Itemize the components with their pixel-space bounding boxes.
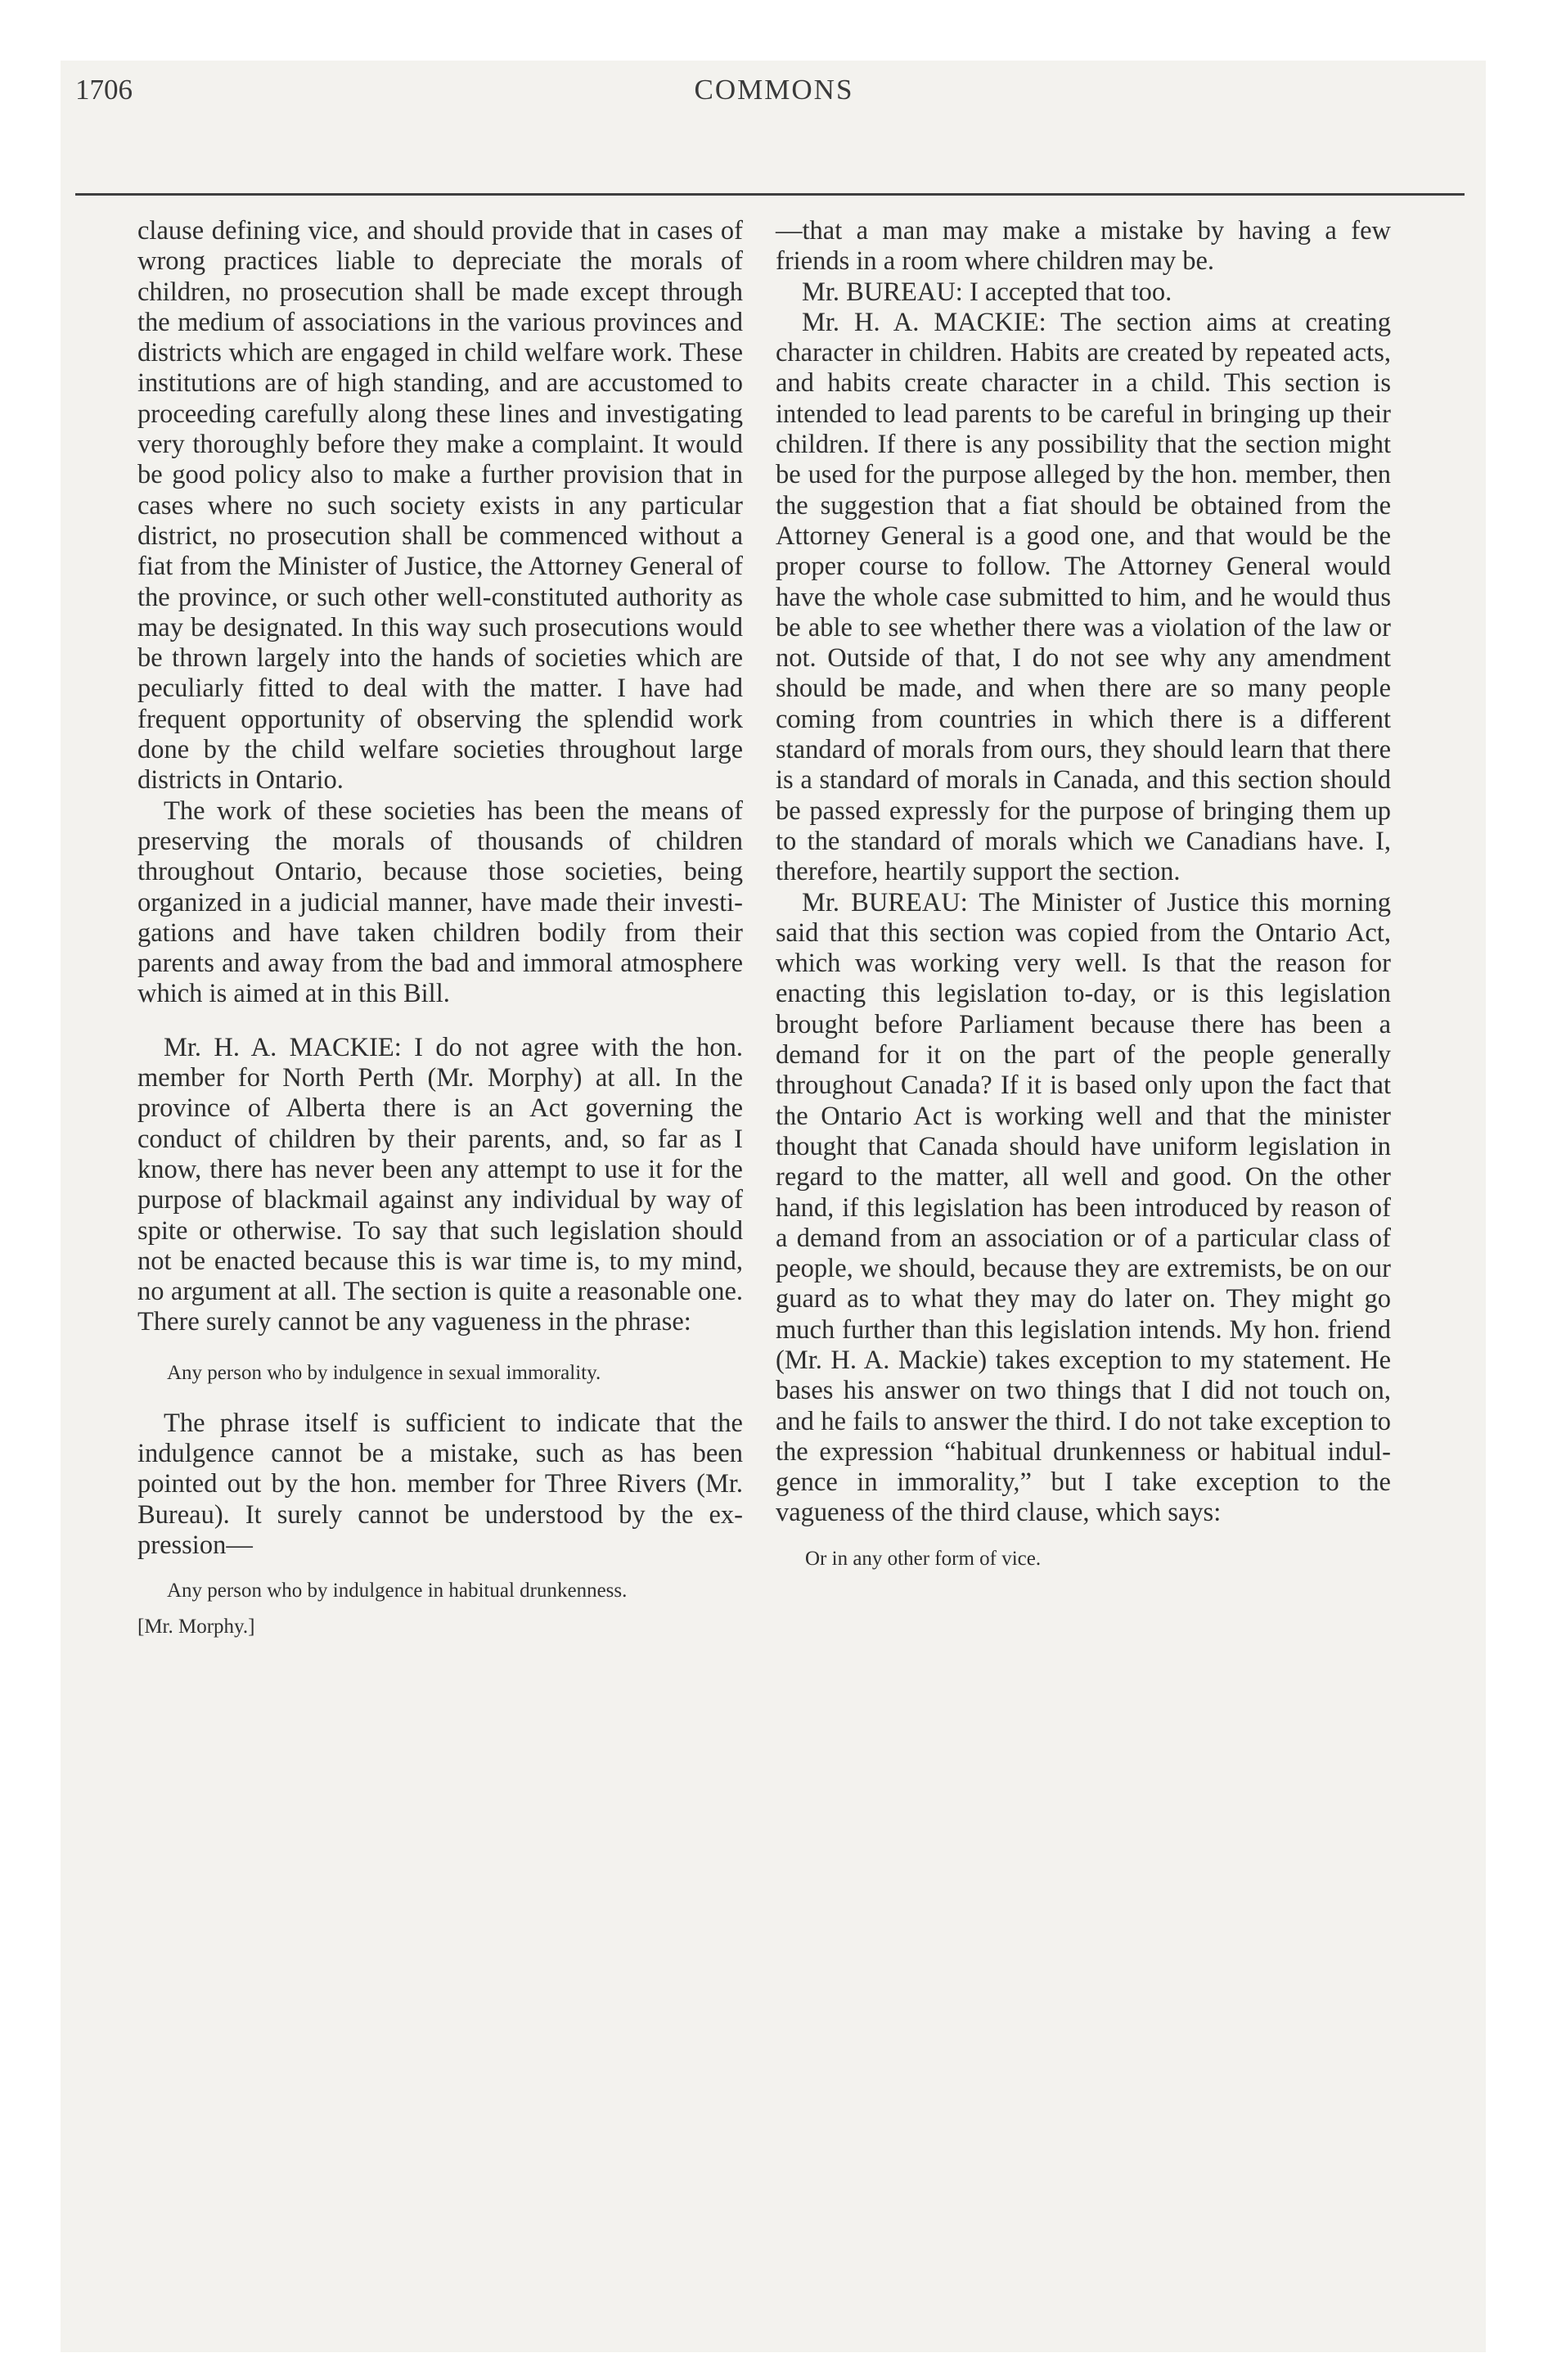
block-quote: Or in any other form of vice. [805,1547,1042,1570]
left-column [137,216,743,1639]
speech-paragraph: Mr. H. A. MACKIE: I do not agree with the hon. member for North Perth (Mr. Morphy) at all. In the province of Alberta there is an Act governing the conduct of children by their parents, and, so far as I know, there has never been any attempt to use it for the purpose of blackmail against any individual by way of spite or otherwise. To say that such legislation should not be enacted because this is war time is, to my mind, no argument at all. The section is quite a reasonable one. There surely cannot be any vagueness in the phrase: [137,1032,743,1337]
speech-paragraph: Mr. BUREAU: The Minister of Justice this morning said that this section was copied from the Ontario Act, which was working very well. Is that the reason for enacting this legislation to-day, or is this legislation brought before Parliament because there has been a demand for it on the part of the people generally throughout Canada? If it is based only upon the fact that the Ontario Act is working well and that the minister thought that Canada should have uniform legislation in regard to the matter, all well and good. On the other hand, if this legislation has been introduced by reason of a demand from an association or of a particular class of people, we should, because they are extremists, be on our guard as to what they may do later on. They might go much further than this legislation intends. My hon. friend (Mr. H. A. Mackie) takes exception to my statement. He bases his answer on two things that I did not touch on, and he fails to answer the third. I do not take exception to the expression “habitual drunkenness or habitual indulgence in immorality,” but I take exception to the vagueness of the third clause, which says: [776,887,1391,1528]
page-header-title: COMMONS [694,74,854,106]
block-quote: Any person who by indulgence in habitual drunkenness. [167,1580,628,1602]
right-column [776,216,1391,1571]
speaker-attribution: [Mr. Morphy.] [137,1616,255,1639]
speech-paragraph: Mr. H. A. MACKIE: The section aims at creating character in children. Habits are created by repeated acts, and habits create character in a child. This section is intended to lead parents to be careful in bringing up their children. If there is any possibility that the section might be used for the purpose alleged by the hon. member, then the suggestion that a fiat should be obtained from the Attorney General is a good one, and that would be the proper course to follow. The Attorney General would have the whole case submitted to him, and he would thus be able to see whether there was a violation of the law or not. Outside of that, I do not see why any amendment should be made, and when there are so many people coming from countries in which there is a different standard of morals from ours, they should learn that there is a standard of morals in Canada, and this section should be passed expressly for the purpose of bringing them up to the standard of morals which we Canadians have. I, therefore, heartily support the section. [776,307,1391,887]
paragraph: —that a man may make a mistake by having a few friends in a room where children may be. [776,216,1391,277]
paragraph: The phrase itself is sufficient to indicate that the indulgence cannot be a mistake, such as has been pointed out by the hon. member for Three Rivers (Mr. Bureau). It surely cannot be understood by the expression— [137,1408,743,1560]
page-number: 1706 [75,74,133,106]
paragraph: clause defining vice, and should provide that in cases of wrong practices liable to depreciate the morals of children, no prosecution shall be made except through the medium of associations in the various provinces and districts which are engaged in child welfare work. These institutions are of high standing, and are accustomed to proceeding carefully along these lines and investigating very thoroughly before they make a complaint. It would be good policy also to make a further provision that in cases where no such society exists in any particular district, no prosecution shall be commenced without a fiat from the Minister of Justice, the Attorney General of the province, or such other well-constituted authority as may be designated. In this way such prosecutions would be thrown largely into the hands of societies which are peculiarly fitted to deal with the matter. I have had frequent opportunity of observing the splendid work done by the child welfare societies throughout large districts in Ontario. [137,216,743,796]
header-rule [75,193,1465,196]
speech-paragraph: Mr. BUREAU: I accepted that too. [802,277,1172,307]
block-quote: Any person who by indulgence in sexual immorality. [167,1361,601,1384]
paragraph: The work of these societies has been the means of preserving the morals of thousands of children throughout Ontario, because those societies, being organized in a judicial manner, have made their investigations and have taken children bodily from their parents and away from the bad and immoral atmosphere which is aimed at in this Bill. [137,796,743,1009]
